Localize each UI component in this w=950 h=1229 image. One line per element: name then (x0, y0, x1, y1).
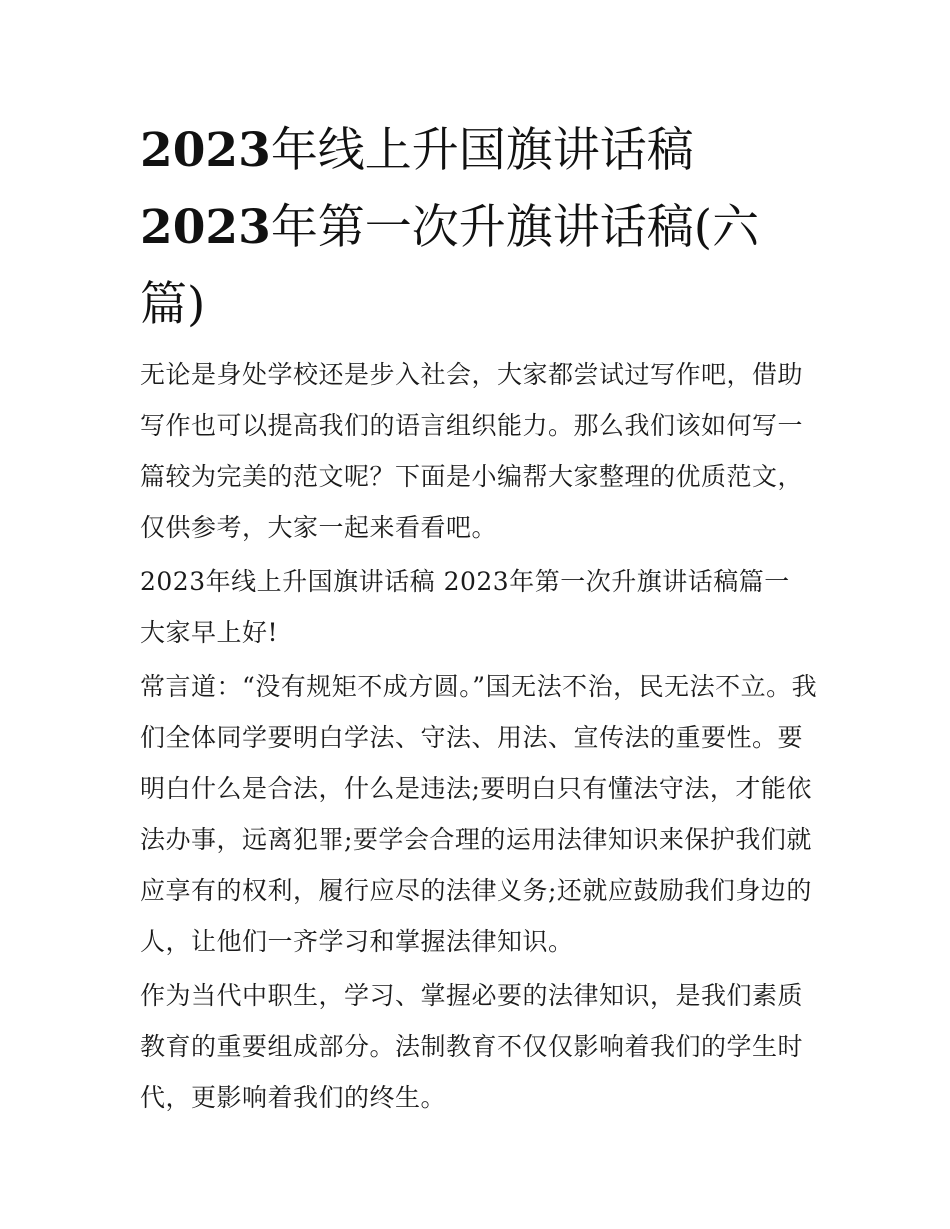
document-content (140, 112, 820, 1123)
title-line-2-text: 年第一次升旗讲话稿(六 (270, 200, 760, 255)
paragraph-rules: 常言道：“没有规矩不成方圆。”国无法不治，民无法不立。我们全体同学要明白学法、守法、用法、宣传法的重要性。要明白什么是合法，什么是违法;要明白只有懂法守法，才能依法办事，远离犯罪;要学会合理的运用法律知识来保护我们就应享有的权利，履行应尽的法律义务;还就应鼓励我们身边的人，让他们一齐学习和掌握法律知识。 (140, 672, 818, 956)
title-line-2 (140, 189, 820, 266)
paragraph-education: 作为当代中职生，学习、掌握必要的法律知识，是我们素质教育的重要组成部分。法制教育不仅仅影响着我们的学生时代，更影响着我们的终生。 (140, 981, 804, 1112)
paragraph-intro: 无论是身处学校还是步入社会，大家都尝试过写作吧，借助写作也可以提高我们的语言组织能力。那么我们该如何写一篇较为完美的范文呢？下面是小编帮大家整理的优质范文，仅供参考，大家一起来看看吧。 (140, 360, 804, 542)
title-line-1-year: 2023 (140, 123, 271, 178)
title-line-1 (140, 112, 820, 189)
title-line-1-text: 年线上升国旗讲话稿 (270, 123, 694, 178)
title-line-3-text: 篇) (140, 277, 206, 332)
title-line-2-year: 2023 (140, 200, 271, 255)
title-line-3 (140, 266, 820, 343)
document-title (140, 112, 820, 343)
paragraph-heading-greeting: 2023年线上升国旗讲话稿 2023年第一次升旗讲话稿篇一 大家早上好! (140, 567, 790, 647)
